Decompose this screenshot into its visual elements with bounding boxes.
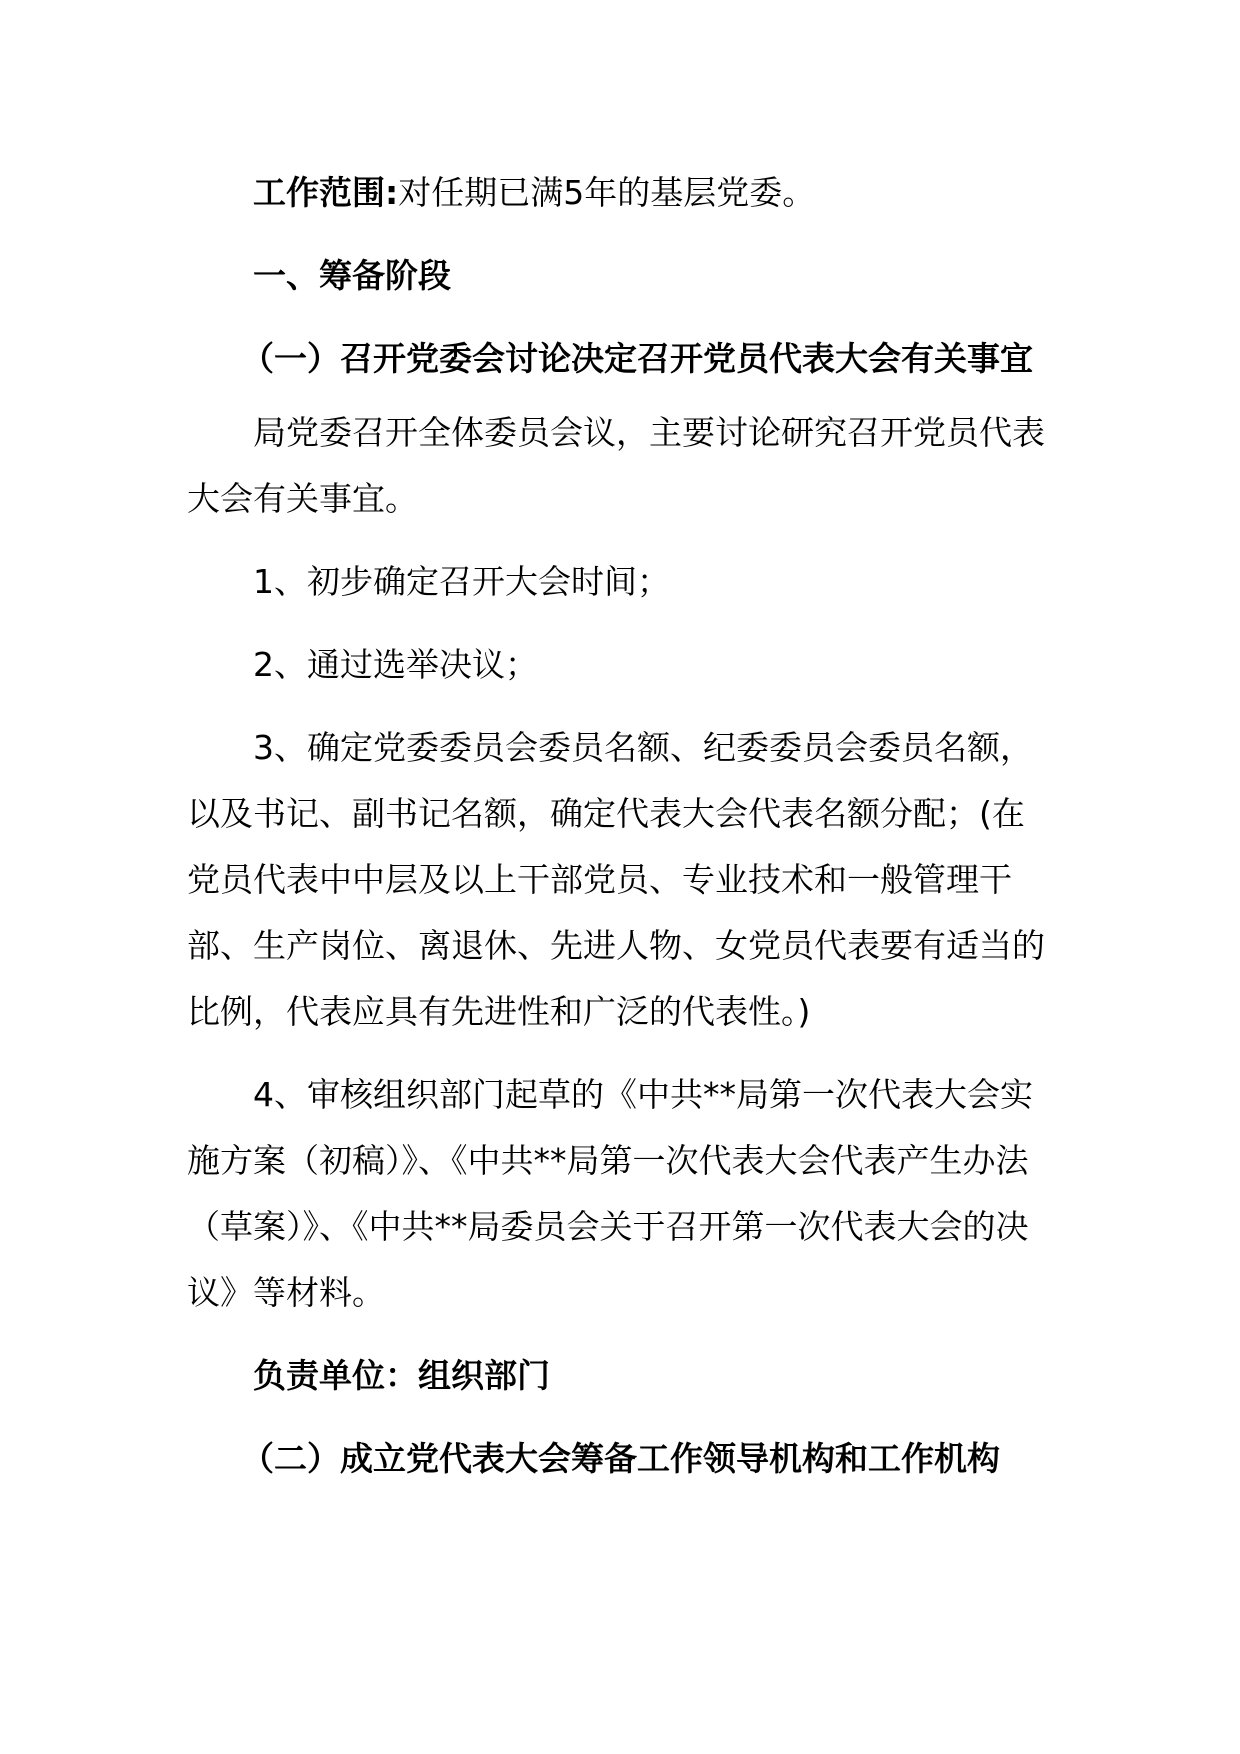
document-body [187, 160, 1057, 1492]
subsection-heading-2: （二）成立党代表大会筹备工作领导机构和工作机构 [241, 1439, 1000, 1478]
scope-text: 对任期已满5年的基层党委。 [398, 173, 816, 212]
scope-paragraph [187, 160, 1057, 226]
list-item-1: 1、初步确定召开大会时间； [253, 562, 670, 601]
subsection-1-intro: 局党委召开全体委员会议，主要讨论研究召开党员代表大会有关事宜。 [187, 413, 1045, 518]
section-heading-preparation: 一、筹备阶段 [253, 256, 451, 295]
list-item-2: 2、通过选举决议； [253, 645, 538, 684]
list-item-3: 3、确定党委委员会委员名额、纪委委员会委员名额，以及书记、副书记名额，确定代表大会代表名额分配；(在党员代表中中层及以上干部党员、专业技术和一般管理干部、生产岗位、离退休、先进人物、女党员代表要有适当的比例，代表应具有先进性和广泛的代表性。) [187, 728, 1045, 1031]
list-item-4: 4、审核组织部门起草的《中共**局第一次代表大会实施方案（初稿）》、《中共**局第一次代表大会代表产生办法（草案）》、《中共**局委员会关于召开第一次代表大会的决议》等材料。 [187, 1075, 1033, 1312]
subsection-heading-1: （一）召开党委会讨论决定召开党员代表大会有关事宜 [241, 339, 1033, 378]
responsible-unit: 负责单位：组织部门 [253, 1356, 550, 1395]
scope-label: 工作范围: [253, 173, 399, 212]
